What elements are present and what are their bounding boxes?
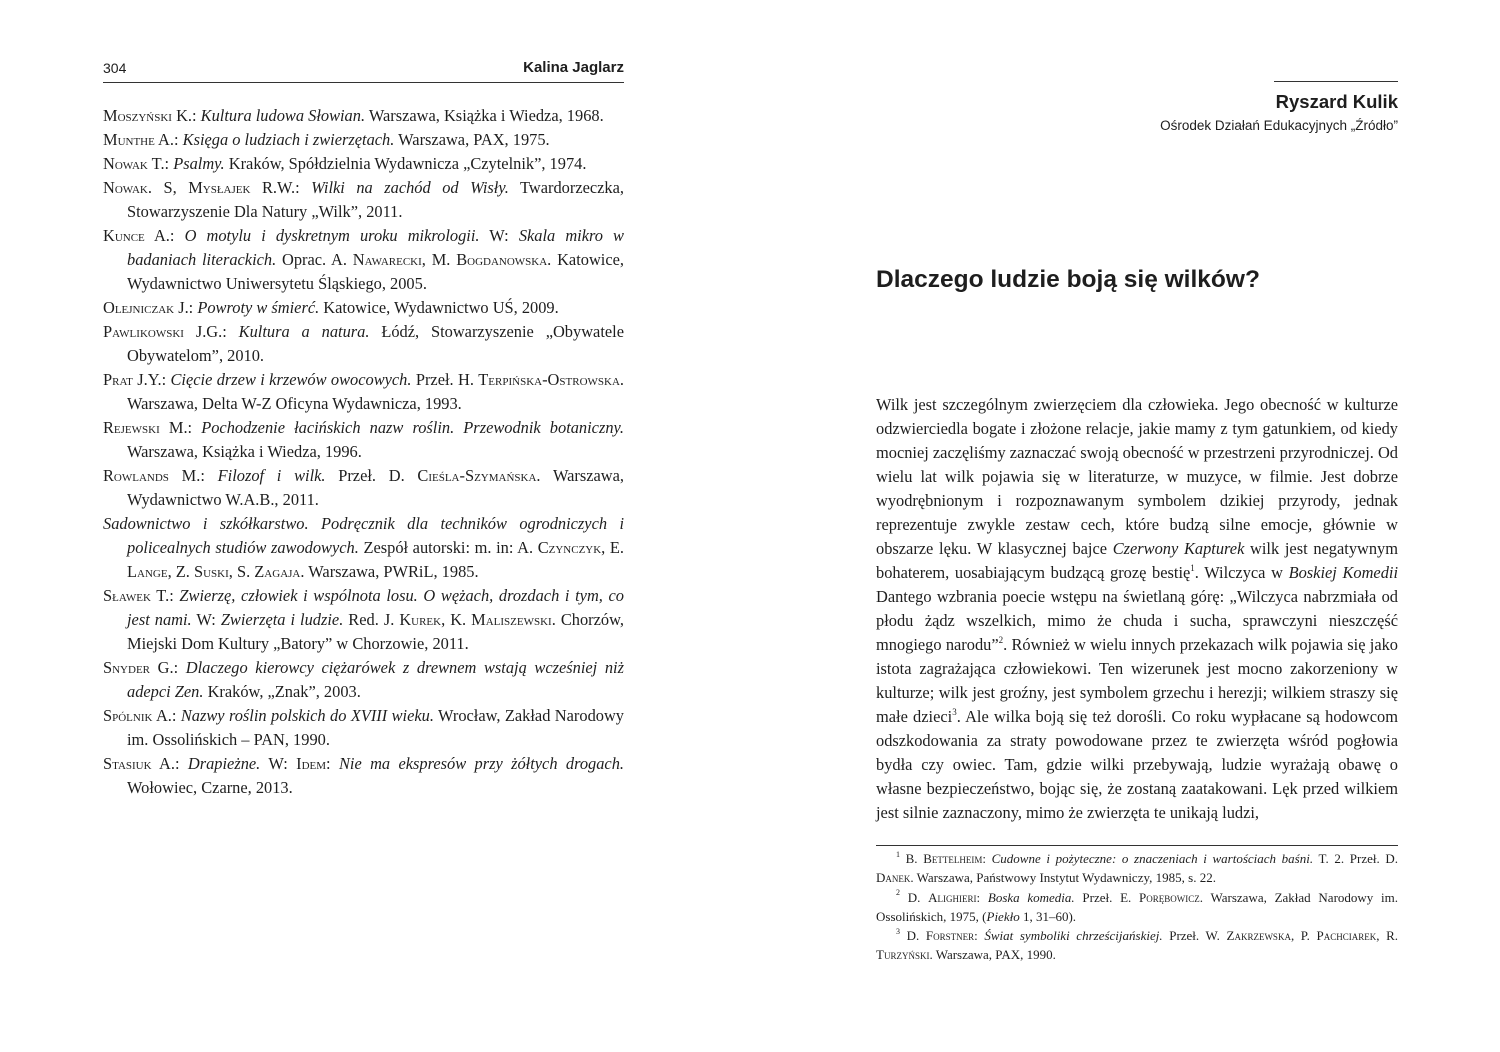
text-run: , M. xyxy=(421,250,457,269)
text-run: . Ale wilka boją się też dorośli. Co roku wypłacane są hodowcom odszkodowania za straty powodowane przez te zwierzęta wśród pogłowia bydła czy owiec. Tam, gdzie wilki przebywają, ludzie wyrażają obawę o własne bezpieczeństwo, bojąc się, że zostaną zaatakowani. Lęk przed wilkiem jest silnie zaznaczony, mimo że zwierzęta te unikają ludzi, xyxy=(876,707,1398,822)
text-run: W: xyxy=(191,610,221,629)
small-caps-name: Rejewski xyxy=(103,418,160,437)
text-run: Red. J. xyxy=(343,610,400,629)
text-run: . Warszawa, PAX, 1990. xyxy=(929,947,1056,963)
small-caps-name: Idem xyxy=(296,754,327,773)
text-run: Twardorzeczka, Stowarzyszenie Dla Natury „Wilk”, 2011. xyxy=(127,178,625,221)
text-run: Wołowiec, Czarne, 2013. xyxy=(127,778,293,797)
text-run: . S, xyxy=(147,178,189,197)
footnote-ref: 3 xyxy=(952,706,957,717)
footnote xyxy=(876,849,1398,888)
italic-text: Filozof i wilk. xyxy=(217,466,326,485)
italic-text: Pochodzenie łacińskich nazw roślin. Przewodnik botaniczny. xyxy=(201,418,625,437)
text-run: Kraków, „Znak”, 2003. xyxy=(203,682,361,701)
small-caps-name: Suski xyxy=(193,562,229,581)
small-caps-name: Bogdanowska xyxy=(456,250,548,269)
right-page xyxy=(750,0,1500,1052)
bibliography-entry xyxy=(103,512,624,584)
small-caps-name: Czynczyk xyxy=(537,538,602,557)
small-caps-name: Maliszewski xyxy=(471,610,552,629)
text-run: B. xyxy=(900,851,924,866)
text-run: . Warszawa, Państwowy Instytut Wydawniczy, 1985, s. 22. xyxy=(910,870,1216,886)
text-run: A.: xyxy=(152,706,181,725)
text-run: W: xyxy=(260,754,297,773)
author-block xyxy=(1010,89,1398,136)
italic-text: Cięcie drzew i krzewów owocowych. xyxy=(170,370,412,389)
text-run: Dantego wzbrania poecie wstępu na świetlaną górę: „Wilczyca nabrzmiała od płodu żądz wszelkich, mimo że chuda i sucha, sprawczyni nieszczęść mnogiego narodu” xyxy=(876,587,1398,654)
italic-text: Świat symboliki chrześcijańskiej. xyxy=(984,928,1163,944)
text-run: Wrocław, Zakład Narodowy im. Ossolińskich – PAN, 1990. xyxy=(127,706,624,749)
text-run: Oprac. A. xyxy=(276,250,353,269)
footnote-ref: 1 xyxy=(1190,562,1195,573)
bibliography-entry xyxy=(103,752,624,800)
author-rule xyxy=(1274,81,1398,82)
text-run: , S. xyxy=(228,562,255,581)
small-caps-name: Spólnik xyxy=(103,706,153,725)
small-caps-name: Sławek xyxy=(103,586,151,605)
text-run: Przeł. D. xyxy=(325,466,418,485)
text-run: Przeł. H. xyxy=(411,370,479,389)
bibliography-entry xyxy=(103,656,624,704)
text-run: 1, 31–60). xyxy=(1019,908,1077,924)
page-number: 304 xyxy=(103,60,127,76)
small-caps-name: Nowak xyxy=(103,154,148,173)
italic-text: Drapieżne. xyxy=(187,754,261,773)
italic-text: Skala mikro w badaniach literackich. xyxy=(127,226,624,269)
bibliography-entry xyxy=(103,416,624,464)
italic-text: Sadownictwo i szkółkarstwo. Podręcznik dla techników ogrodniczych i policealnych studiów zawodowych. xyxy=(103,514,624,557)
small-caps-name: Turzyński xyxy=(876,947,930,963)
text-run: . Warszawa, PWRiL, 1985. xyxy=(300,562,479,581)
small-caps-name: Porębowicz xyxy=(1139,889,1200,905)
bibliography-list xyxy=(103,104,624,800)
italic-text: Cudowne i pożyteczne: o znaczeniach i wartościach baśni. xyxy=(991,851,1314,866)
small-caps-name: Zakrzewska xyxy=(1226,928,1291,944)
text-run: . Również w wielu innych przekazach wilk pojawia się jako istota zagrażająca człowiekowi. Ten wizerunek jest mocno zakorzeniony w kulturze; wilk jest groźny, jest symbolem grzechu i herezji; wilkiem straszy się małe dzieci xyxy=(876,635,1398,726)
text-run: wilk jest negatywnym bohaterem, uosabiającym budzącą grozę bestię xyxy=(876,539,1398,582)
text-run: W: xyxy=(479,226,519,245)
italic-text: Boskiej Komedii xyxy=(1288,563,1399,582)
article-title: Dlaczego ludzie boją się wilków? xyxy=(876,266,1260,293)
text-run: J.: xyxy=(174,298,198,317)
italic-text: Wilki na zachód od Wisły. xyxy=(311,178,509,197)
bibliography-entry xyxy=(103,704,624,752)
article-body xyxy=(876,393,1398,825)
bibliography-entry xyxy=(103,296,624,320)
small-caps-name: Munthe xyxy=(103,130,155,149)
small-caps-name: Snyder xyxy=(103,658,151,677)
bibliography-entry xyxy=(103,152,624,176)
italic-text: Kultura a natura. xyxy=(238,322,370,341)
text-run: : xyxy=(976,889,988,905)
text-run: : xyxy=(326,754,339,773)
italic-text: Dlaczego kierowcy ciężarówek z drewnem wstają wcześniej niż adepci Zen. xyxy=(127,658,624,701)
text-run: . Warszawa, Delta W-Z Oficyna Wydawnicza, 1993. xyxy=(127,370,625,413)
text-run: . Katowice, Wydawnictwo Uniwersytetu Śląskiego, 2005. xyxy=(127,250,624,293)
small-caps-name: Lange xyxy=(127,562,168,581)
small-caps-name: Pawlikowski xyxy=(103,322,184,341)
footnote-ref: 1 xyxy=(896,849,900,859)
text-run: R.W.: xyxy=(250,178,312,197)
text-run: . Warszawa, Wydawnictwo W.A.B., 2011. xyxy=(127,466,624,509)
bibliography-entry xyxy=(103,368,624,416)
text-run: M.: xyxy=(168,466,218,485)
text-run: , E. xyxy=(601,538,624,557)
small-caps-name: Mysłajek xyxy=(188,178,251,197)
italic-text: Powroty w śmierć. xyxy=(197,298,320,317)
text-run: D. xyxy=(900,928,926,944)
footnote xyxy=(876,926,1398,965)
text-run: T.: xyxy=(147,154,174,173)
text-run: . Chorzów, Miejski Dom Kultury „Batory” w Chorzowie, 2011. xyxy=(127,610,624,653)
text-run: T. 2. Przeł. D. xyxy=(1313,851,1398,866)
bibliography-entry xyxy=(103,584,624,656)
text-run: . Wilczyca w xyxy=(1194,563,1289,582)
text-run: Warszawa, Książka i Wiedza, 1996. xyxy=(127,442,362,461)
italic-text: Kultura ludowa Słowian. xyxy=(200,106,366,125)
text-run: A.: xyxy=(154,130,183,149)
text-run: Zespół autorski: m. in: A. xyxy=(358,538,538,557)
text-run: Wilk jest szczególnym zwierzęciem dla człowieka. Jego obecność w kulturze odzwierciedla bogate i złożone relacje, jakie mamy z tym gatunkiem, od kiedy mocniej zaczęliśmy zaznaczać swoją obecność w przestrzeni przyrodniczej. Od wielu lat wilk pojawia się w literaturze, w muzyce, w filmie. Jest dobrze wyodrębnionym i rozpoznawanym symbolem dzikiej przyrody, jednak reprezentuje zwykle zestaw cech, które budzą silne emocje, głównie w obszarze lęku. W klasycznej bajce xyxy=(876,395,1398,558)
small-caps-name: Terpińska-Ostrowska xyxy=(478,370,620,389)
bibliography-entry xyxy=(103,320,624,368)
italic-text: Boska komedia. xyxy=(987,889,1075,905)
text-run: J.G.: xyxy=(183,322,239,341)
small-caps-name: Forstner xyxy=(925,928,975,944)
italic-text: Psalmy. xyxy=(173,154,225,173)
bibliography-entry xyxy=(103,176,624,224)
small-caps-name: Bettelheim xyxy=(923,851,983,866)
italic-text: Zwierzęta i ludzie. xyxy=(220,610,344,629)
small-caps-name: Pachciarek xyxy=(1316,928,1377,944)
small-caps-name: Nowak xyxy=(103,178,148,197)
running-head-author: Kalina Jaglarz xyxy=(523,59,624,76)
small-caps-name: Moszyński xyxy=(103,106,172,125)
small-caps-name: Danek xyxy=(876,870,911,886)
italic-text: Zwierzę, człowiek i wspólnota losu. O wężach, drozdach i tym, co jest nami. xyxy=(127,586,624,629)
text-run: : xyxy=(982,851,992,866)
footnote-rule xyxy=(876,845,1398,846)
bibliography-entry xyxy=(103,128,624,152)
text-run: Przeł. W. xyxy=(1162,928,1227,944)
footnote xyxy=(876,888,1398,927)
text-run: T.: xyxy=(150,586,180,605)
bibliography-entry xyxy=(103,104,624,128)
author-affiliation: Ośrodek Działań Edukacyjnych „Źródło” xyxy=(1160,118,1398,133)
italic-text: Nazwy roślin polskich do XVIII wieku. xyxy=(180,706,434,725)
footnotes xyxy=(876,849,1398,965)
text-run: . Warszawa, Zakład Narodowy im. Ossolińskich, 1975, ( xyxy=(876,889,1399,924)
text-run: Warszawa, Książka i Wiedza, 1968. xyxy=(365,106,604,125)
small-caps-name: Stasiuk xyxy=(103,754,152,773)
small-caps-name: Prat xyxy=(103,370,133,389)
italic-text: Księga o ludziach i zwierzętach. xyxy=(182,130,395,149)
footnote-ref: 2 xyxy=(998,634,1004,645)
text-run: : xyxy=(974,928,985,944)
small-caps-name: Zagaja xyxy=(254,562,301,581)
author-name: Ryszard Kulik xyxy=(1275,91,1398,112)
small-caps-name: Nawarecki xyxy=(352,250,422,269)
text-run: G.: xyxy=(150,658,186,677)
text-run: Katowice, Wydawnictwo UŚ, 2009. xyxy=(319,298,559,317)
footnote-ref: 2 xyxy=(896,888,900,898)
italic-text: O motylu i dyskretnym uroku mikrologii. xyxy=(184,226,480,245)
small-caps-name: Olejniczak xyxy=(103,298,175,317)
small-caps-name: Kurek xyxy=(399,610,442,629)
text-run: A.: xyxy=(144,226,185,245)
small-caps-name: Kunce xyxy=(103,226,145,245)
text-run: , R. xyxy=(1376,928,1398,944)
text-run: M.: xyxy=(159,418,202,437)
text-run: , Z. xyxy=(167,562,194,581)
small-caps-name: Rowlands xyxy=(103,466,169,485)
italic-text: Czerwony Kapturek xyxy=(1112,539,1245,558)
text-run: Warszawa, PAX, 1975. xyxy=(394,130,550,149)
text-run: K.: xyxy=(171,106,201,125)
italic-text: Piekło xyxy=(986,908,1020,924)
text-run: D. xyxy=(900,889,929,905)
small-caps-name: Cieśla-Szymańska xyxy=(417,466,537,485)
text-run: Przeł. E. xyxy=(1074,889,1140,905)
text-run: , P. xyxy=(1290,928,1317,944)
text-run: Kraków, Spółdzielnia Wydawnicza „Czytelnik”, 1974. xyxy=(224,154,587,173)
text-run: A.: xyxy=(151,754,188,773)
italic-text: Nie ma ekspresów przy żółtych drogach. xyxy=(338,754,624,773)
text-run: J.Y.: xyxy=(132,370,171,389)
bibliography-entry xyxy=(103,464,624,512)
text-run: Łódź, Stowarzyszenie „Obywatele Obywatelom”, 2010. xyxy=(127,322,624,365)
running-header xyxy=(103,56,624,83)
small-caps-name: Alighieri xyxy=(928,889,977,905)
footnote-ref: 3 xyxy=(896,926,900,936)
text-run: , K. xyxy=(441,610,472,629)
bibliography-entry xyxy=(103,224,624,296)
